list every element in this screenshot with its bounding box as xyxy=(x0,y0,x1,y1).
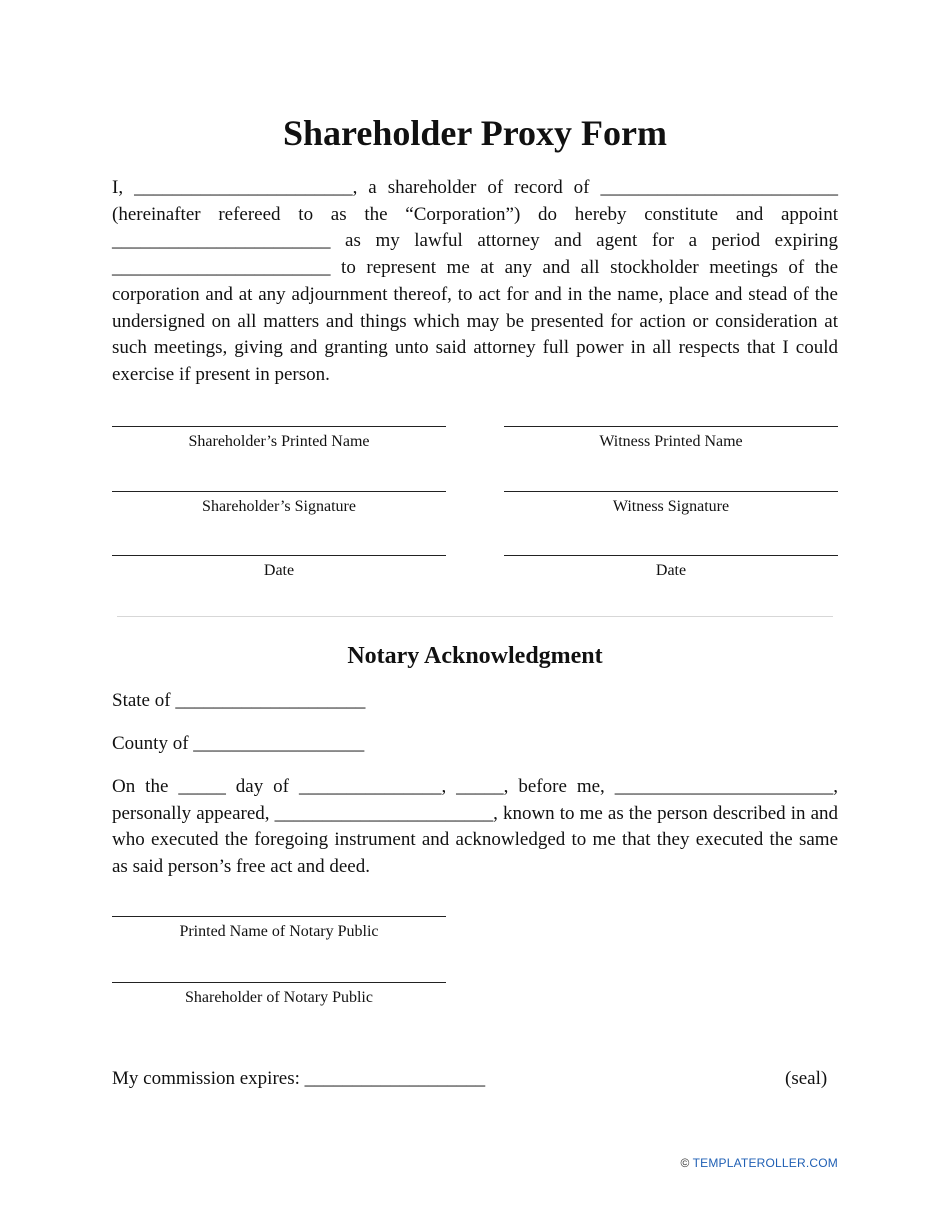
proxy-statement: I, _______________________, a shareholder of record of _________________________ (hereinafter refereed to as the “Corporation”) do hereby constitute and appoint _______________________ as my lawful attorney and agent for a period expiring _______________________ to represent me at any and all stockholder meetings of the corporation and at any adjournment thereof, to act for and in the name, place and stead of the undersigned on all matters and things which may be presented for action or consideration at such meetings, giving and granting unto said attorney full power in all respects that I could exercise if present in person. xyxy=(112,177,838,385)
witness-date-block xyxy=(504,555,838,581)
copyright-icon: © xyxy=(680,1156,690,1170)
notary-shareholder-label: Shareholder of Notary Public xyxy=(185,989,373,1006)
page-title: Shareholder Proxy Form xyxy=(283,113,667,153)
notary-printed-name-label: Printed Name of Notary Public xyxy=(179,923,379,940)
notary-shareholder-block xyxy=(112,982,446,1008)
notary-acknowledgment-text: On the _____ day of _______________, _____, before me, _______________________, personally appeared, _______________________, known to me as the person described in and who executed the foregoing instrument and acknowledged to me that they executed the same as said person’s free act and deed. xyxy=(112,776,838,878)
signature-line xyxy=(112,426,446,427)
shareholder-date-block xyxy=(112,555,446,581)
signature-line xyxy=(504,426,838,427)
seal-label: (seal) xyxy=(785,1068,828,1089)
witness-printed-name-label: Witness Printed Name xyxy=(599,433,743,450)
shareholder-signature-label: Shareholder’s Signature xyxy=(202,498,356,515)
shareholder-signature-block xyxy=(112,491,446,517)
commission-expires-line: My commission expires: ___________________ xyxy=(112,1068,486,1089)
notary-title: Notary Acknowledgment xyxy=(347,643,603,669)
signature-line xyxy=(112,982,446,983)
section-divider xyxy=(117,616,833,617)
notary-printed-name-block xyxy=(112,916,446,942)
witness-printed-name-block xyxy=(504,426,838,452)
witness-date-label: Date xyxy=(655,562,687,579)
footer-credit[interactable] xyxy=(681,1155,838,1171)
county-line: County of __________________ xyxy=(112,733,365,754)
signature-line xyxy=(112,555,446,556)
signature-line xyxy=(504,555,838,556)
templateroller-link[interactable]: TEMPLATEROLLER.COM xyxy=(692,1156,838,1170)
shareholder-printed-name-block xyxy=(112,426,446,452)
signature-line xyxy=(112,491,446,492)
witness-signature-label: Witness Signature xyxy=(612,498,730,515)
shareholder-printed-name-label: Shareholder’s Printed Name xyxy=(188,433,370,450)
signature-line xyxy=(504,491,838,492)
shareholder-date-label: Date xyxy=(263,562,295,579)
state-line: State of ____________________ xyxy=(112,690,366,711)
witness-signature-block xyxy=(504,491,838,517)
signature-line xyxy=(112,916,446,917)
